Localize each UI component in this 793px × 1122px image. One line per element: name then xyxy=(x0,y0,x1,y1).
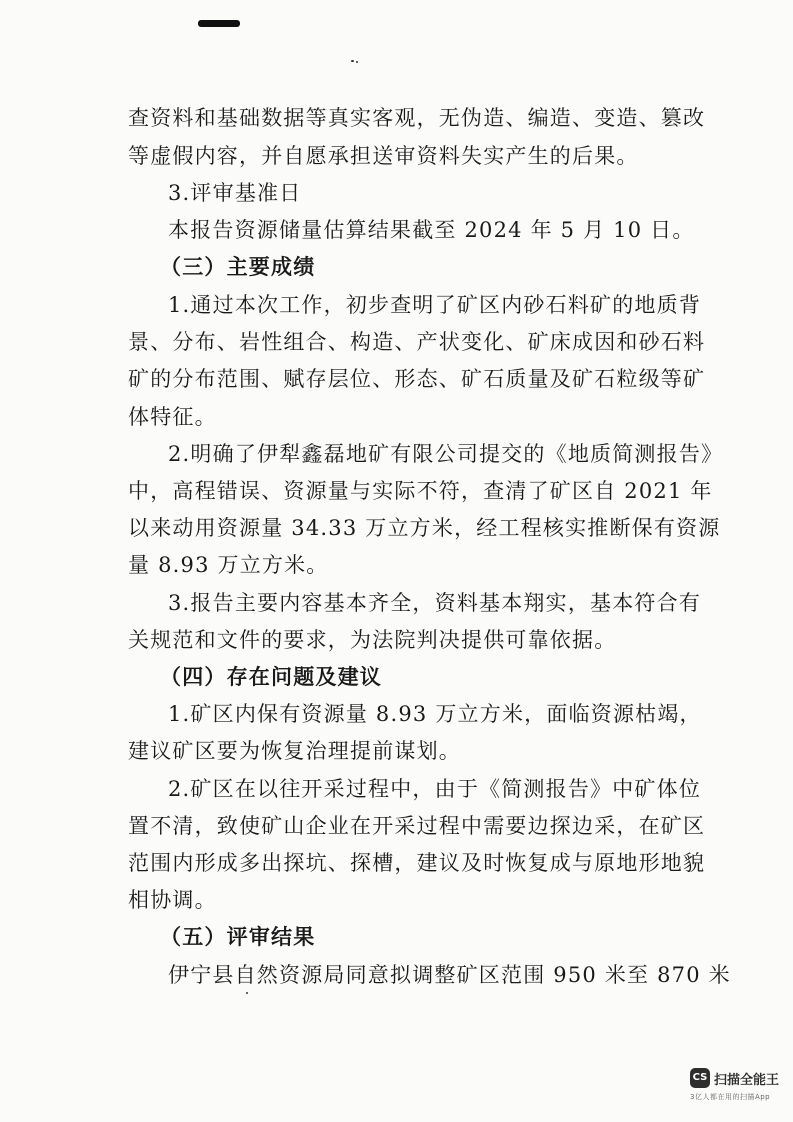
scan-speck xyxy=(356,61,358,63)
body-line: 中，高程错误、资源量与实际不符，查清了矿区自 2021 年 xyxy=(128,479,713,503)
body-line: 等虚假内容，并自愿承担送审资料失实产生的后果。 xyxy=(128,144,639,168)
body-line: 置不清，致使矿山企业在开采过程中需要边探边采，在矿区 xyxy=(128,814,706,838)
body-line: 矿的分布范围、赋存层位、形态、矿石质量及矿石粒级等矿 xyxy=(128,367,706,391)
camscanner-logo-icon: CS xyxy=(690,1068,710,1088)
body-line: 1.矿区内保有资源量 8.93 万立方米，面临资源枯竭， xyxy=(168,702,702,726)
section-heading: （四）存在问题及建议 xyxy=(160,664,382,689)
body-line: 伊宁县自然资源局同意拟调整矿区范围 950 米至 870 米 xyxy=(168,963,731,987)
body-line: 1.通过本次工作，初步查明了矿区内砂石料矿的地质背 xyxy=(168,293,702,317)
body-line: 2.矿区在以往开采过程中，由于《简测报告》中矿体位 xyxy=(168,777,702,801)
body-line: 以来动用资源量 34.33 万立方米，经工程核实推断保有资源 xyxy=(128,516,721,540)
body-line: 范围内形成多出探坑、探槽，建议及时恢复成与原地形地貌 xyxy=(128,851,706,875)
section-heading: （五）评审结果 xyxy=(160,924,316,949)
body-line: 查资料和基础数据等真实客观，无伪造、编造、变造、篡改 xyxy=(128,106,706,130)
body-line: 景、分布、岩性组合、构造、产状变化、矿床成因和砂石料 xyxy=(128,330,706,354)
watermark-app-name: 扫描全能王 xyxy=(714,1073,780,1088)
body-line: 相协调。 xyxy=(128,888,217,912)
scan-speck xyxy=(246,992,248,994)
body-line: 体特征。 xyxy=(128,405,217,429)
watermark-tagline: 3亿人都在用的扫描App xyxy=(690,1093,771,1101)
body-line: 本报告资源储量估算结果截至 2024 年 5 月 10 日。 xyxy=(168,218,695,242)
camscanner-watermark xyxy=(690,1068,793,1108)
body-line: 3.报告主要内容基本齐全，资料基本翔实，基本符合有 xyxy=(168,591,702,615)
scan-mark xyxy=(198,20,240,27)
section-subtitle: 3.评审基准日 xyxy=(168,181,302,205)
scan-speck xyxy=(351,60,354,62)
body-line: 量 8.93 万立方米。 xyxy=(128,553,329,577)
body-line: 建议矿区要为恢复治理提前谋划。 xyxy=(128,739,461,763)
body-line: 关规范和文件的要求，为法院判决提供可靠依据。 xyxy=(128,628,617,652)
body-line: 2.明确了伊犁鑫磊地矿有限公司提交的《地质简测报告》 xyxy=(168,442,724,466)
section-heading: （三）主要成绩 xyxy=(160,254,316,279)
